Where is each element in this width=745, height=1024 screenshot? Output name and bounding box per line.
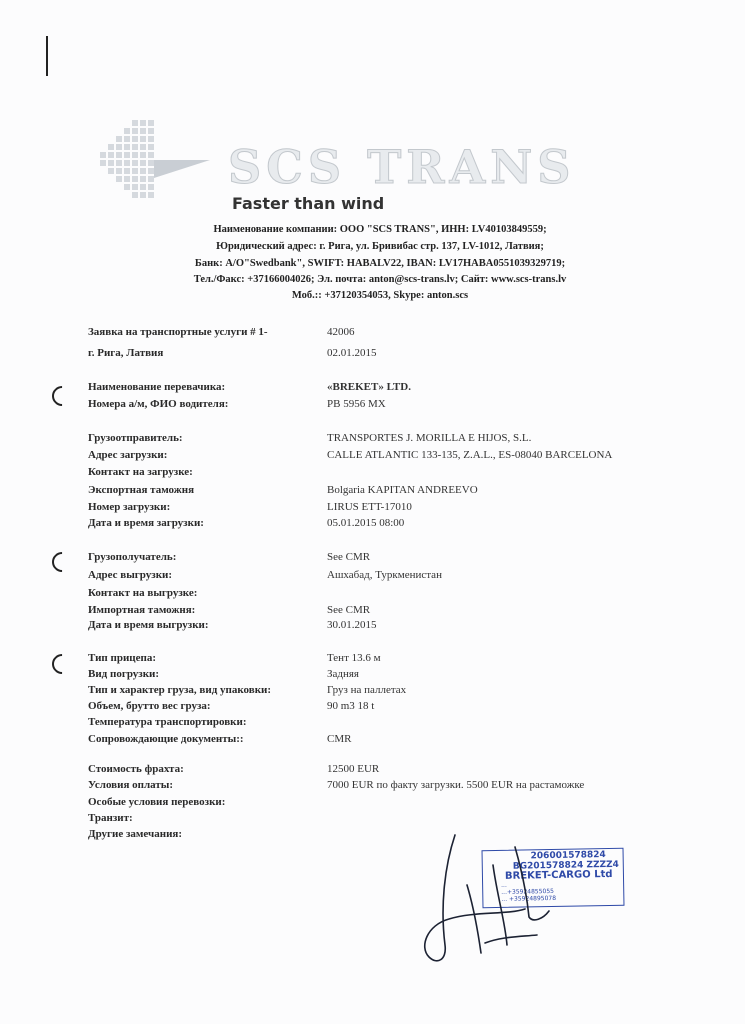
loading-datetime-value: 05.01.2015 08:00 <box>327 517 405 529</box>
freight-cost-label: Стоимость фрахта: <box>88 763 184 775</box>
loading-type-label: Вид погрузки: <box>88 668 160 680</box>
contacts-line: Тел./Факс: +37166004026; Эл. почта: anton@scs-trans.lv; Сайт: www.scs-trans.lv <box>193 274 567 285</box>
loading-type-value: Задняя <box>327 668 359 680</box>
payment-terms-label: Условия оплаты: <box>88 779 174 791</box>
export-customs-value: Bolgaria KAPITAN ANDREEVO <box>327 484 478 496</box>
slogan: Faster than wind <box>232 194 385 213</box>
request-number-value: 42006 <box>327 326 355 338</box>
loading-number-value: LIRUS ETT-17010 <box>327 501 412 513</box>
volume-weight-label: Объем, брутто вес груза: <box>88 700 211 712</box>
other-remarks-label: Другие замечания: <box>88 828 183 840</box>
volume-weight-value: 90 m3 18 t <box>327 700 375 712</box>
documents-label: Сопровождающие документы:: <box>88 733 244 745</box>
mobile-line: Моб.:: +37120354053, Skype: anton.scs <box>291 290 469 301</box>
stamp-phone: ...+35924855055 <box>501 887 555 896</box>
trailer-type-value: Тент 13.6 м <box>327 652 381 664</box>
freight-cost-value: 12500 EUR <box>327 763 380 775</box>
temperature-label: Температура транспортировки: <box>88 716 247 728</box>
vehicle-driver-label: Номера а/м, ФИО водителя: <box>88 398 229 410</box>
stamp-company-name: BREKET-CARGO Ltd <box>504 868 613 882</box>
loading-datetime-label: Дата и время загрузки: <box>88 517 204 529</box>
unloading-address-label: Адрес выгрузки: <box>88 569 173 581</box>
vehicle-driver-value: PB 5956 MX <box>327 398 386 410</box>
carrier-value: «BREKET» LTD. <box>327 381 411 393</box>
consignee-label: Грузополучатель: <box>88 551 177 563</box>
company-name-line: Наименование компании: ООО "SCS TRANS", ИНН: LV40103849559; <box>213 224 547 235</box>
special-conditions-label: Особые условия перевозки: <box>88 796 226 808</box>
loading-address-value: CALLE ATLANTIC 133-135, Z.A.L., ES-08040 BARCELONA <box>327 449 613 461</box>
import-customs-label: Импортная таможня: <box>88 604 196 616</box>
carrier-label: Наименование перевачика: <box>88 381 226 393</box>
documents-value: CMR <box>327 733 352 745</box>
request-number-label: Заявка на транспортные услуги # 1- <box>88 326 268 338</box>
loading-contact-label: Контакт на загрузке: <box>88 466 193 478</box>
stamp-address: ... <box>501 881 507 889</box>
request-date-value: 02.01.2015 <box>327 347 377 359</box>
export-customs-label: Экспортная таможня <box>88 484 195 496</box>
stamp-fax: ... +35924895078 <box>501 894 557 903</box>
import-customs-value: See CMR <box>327 604 371 616</box>
cargo-type-label: Тип и характер груза, вид упаковки: <box>88 684 272 696</box>
transit-label: Транзит: <box>88 812 133 824</box>
unloading-contact-label: Контакт на выгрузке: <box>88 587 198 599</box>
loading-address-label: Адрес загрузки: <box>88 449 168 461</box>
shipper-value: TRANSPORTES J. MORILLA E HIJOS, S.L. <box>327 432 532 444</box>
payment-terms-value: 7000 EUR по факту загрузки. 5500 EUR на растаможке <box>327 779 585 791</box>
trailer-type-label: Тип прицепа: <box>88 652 157 664</box>
cargo-type-value: Груз на паллетах <box>327 684 407 696</box>
stamp-vat-id: BG201578824 ZZZZ4 <box>512 859 619 872</box>
loading-number-label: Номер загрузки: <box>88 501 171 513</box>
stamp-vat-number: 206001578824 <box>530 850 606 862</box>
bank-details-line: Банк: A/O"Swedbank", SWIFT: HABALV22, IBAN: LV17HABA0551039329719; <box>194 258 566 269</box>
unloading-datetime-label: Дата и время выгрузки: <box>88 619 209 631</box>
logo-wordmark: SCS TRANS <box>228 140 576 194</box>
request-city-label: г. Рига, Латвия <box>88 347 164 359</box>
handwritten-signature <box>415 825 565 970</box>
consignee-value: See CMR <box>327 551 371 563</box>
unloading-datetime-value: 30.01.2015 <box>327 619 377 631</box>
legal-address-line: Юридический адрес: г. Рига, ул. Бривибас стр. 137, LV-1012, Латвия; <box>216 241 544 252</box>
unloading-address-value: Ашхабад, Туркменистан <box>327 569 442 581</box>
shipper-label: Грузоотправитель: <box>88 432 183 444</box>
